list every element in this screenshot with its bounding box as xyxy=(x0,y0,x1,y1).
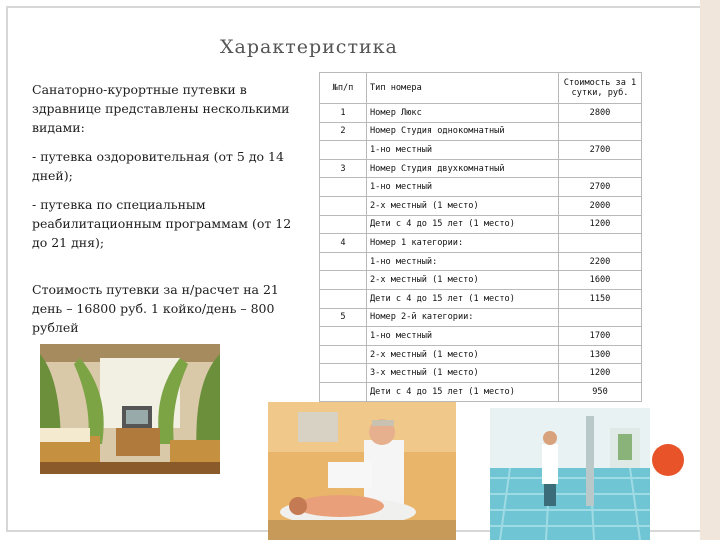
cost-text: Стоимость путевки за н/расчет на 21 день – 16800 руб. 1 койко/день – 800 рублей xyxy=(32,282,279,335)
row-num-cell xyxy=(320,345,367,364)
row-num-cell: 4 xyxy=(320,234,367,253)
table-row xyxy=(320,364,642,383)
row-type-cell: 1-но местный xyxy=(367,327,559,346)
row-type-cell: 1-но местный xyxy=(367,141,559,160)
row-num-cell xyxy=(320,196,367,215)
table-row xyxy=(320,104,642,123)
table-row xyxy=(320,252,642,271)
massage-photo xyxy=(268,402,456,540)
voucher-item-1: - путевка оздоровительная (от 5 до 14 дней); xyxy=(32,149,284,183)
table-row xyxy=(320,327,642,346)
side-strip xyxy=(700,0,720,540)
row-price-cell xyxy=(559,308,642,327)
accent-circle xyxy=(652,444,684,476)
row-type-cell: Номер Студия однокомнатный xyxy=(367,122,559,141)
row-price-cell: 1700 xyxy=(559,327,642,346)
header-num: №п/п xyxy=(320,73,367,104)
table-row xyxy=(320,178,642,197)
table-row xyxy=(320,234,642,253)
row-type-cell: 2-х местный (1 место) xyxy=(367,345,559,364)
row-type-cell: 1-но местный xyxy=(367,178,559,197)
row-type-cell: Номер 1 категории: xyxy=(367,234,559,253)
row-num-cell xyxy=(320,364,367,383)
slide-title-text: Характеристика xyxy=(220,36,398,58)
row-num-cell: 2 xyxy=(320,122,367,141)
table-row xyxy=(320,141,642,160)
row-price-cell: 2700 xyxy=(559,141,642,160)
row-price-cell: 950 xyxy=(559,382,642,401)
row-price-cell: 2000 xyxy=(559,196,642,215)
header-price: Стоимость за 1 сутки, руб. xyxy=(559,73,642,104)
hotel-room-photo xyxy=(40,344,220,474)
voucher-item-2: - путевка по специальным реабилитационным программам (от 12 до 21 дня); xyxy=(32,197,292,250)
row-num-cell xyxy=(320,327,367,346)
row-price-cell: 1200 xyxy=(559,215,642,234)
header-type: Тип номера xyxy=(367,73,559,104)
row-price-cell xyxy=(559,159,642,178)
row-price-cell: 1150 xyxy=(559,289,642,308)
row-price-cell: 2700 xyxy=(559,178,642,197)
row-price-cell xyxy=(559,122,642,141)
row-num-cell: 3 xyxy=(320,159,367,178)
row-num-cell xyxy=(320,289,367,308)
room-price-table xyxy=(319,72,642,402)
row-num-cell: 5 xyxy=(320,308,367,327)
table-row xyxy=(320,308,642,327)
row-num-cell xyxy=(320,382,367,401)
table-row xyxy=(320,345,642,364)
table-row xyxy=(320,122,642,141)
table-row xyxy=(320,271,642,290)
row-type-cell: 2-х местный (1 место) xyxy=(367,196,559,215)
row-type-cell: Дети с 4 до 15 лет (1 место) xyxy=(367,215,559,234)
row-num-cell xyxy=(320,141,367,160)
row-price-cell: 1600 xyxy=(559,271,642,290)
row-price-cell: 2200 xyxy=(559,252,642,271)
row-num-cell xyxy=(320,178,367,197)
row-num-cell xyxy=(320,271,367,290)
row-price-cell: 1300 xyxy=(559,345,642,364)
row-type-cell: 1-но местный: xyxy=(367,252,559,271)
slide-title xyxy=(220,36,398,58)
table-row xyxy=(320,196,642,215)
intro-text: Санаторно-курортные путевки в здравнице представлены несколькими видами: xyxy=(32,82,290,135)
table-header-row xyxy=(320,73,642,104)
row-type-cell: 3-х местный (1 место) xyxy=(367,364,559,383)
table-row xyxy=(320,215,642,234)
table-row xyxy=(320,382,642,401)
row-type-cell: 2-х местный (1 место) xyxy=(367,271,559,290)
row-price-cell xyxy=(559,234,642,253)
description-block xyxy=(32,80,307,347)
table-row xyxy=(320,159,642,178)
row-type-cell: Дети с 4 до 15 лет (1 место) xyxy=(367,382,559,401)
row-type-cell: Дети с 4 до 15 лет (1 место) xyxy=(367,289,559,308)
row-price-cell: 1200 xyxy=(559,364,642,383)
pool-photo xyxy=(490,408,650,540)
row-num-cell xyxy=(320,252,367,271)
row-type-cell: Номер 2-й категории: xyxy=(367,308,559,327)
row-price-cell: 2800 xyxy=(559,104,642,123)
row-type-cell: Номер Люкс xyxy=(367,104,559,123)
row-num-cell: 1 xyxy=(320,104,367,123)
table-row xyxy=(320,289,642,308)
row-type-cell: Номер Студия двухкомнатный xyxy=(367,159,559,178)
row-num-cell xyxy=(320,215,367,234)
